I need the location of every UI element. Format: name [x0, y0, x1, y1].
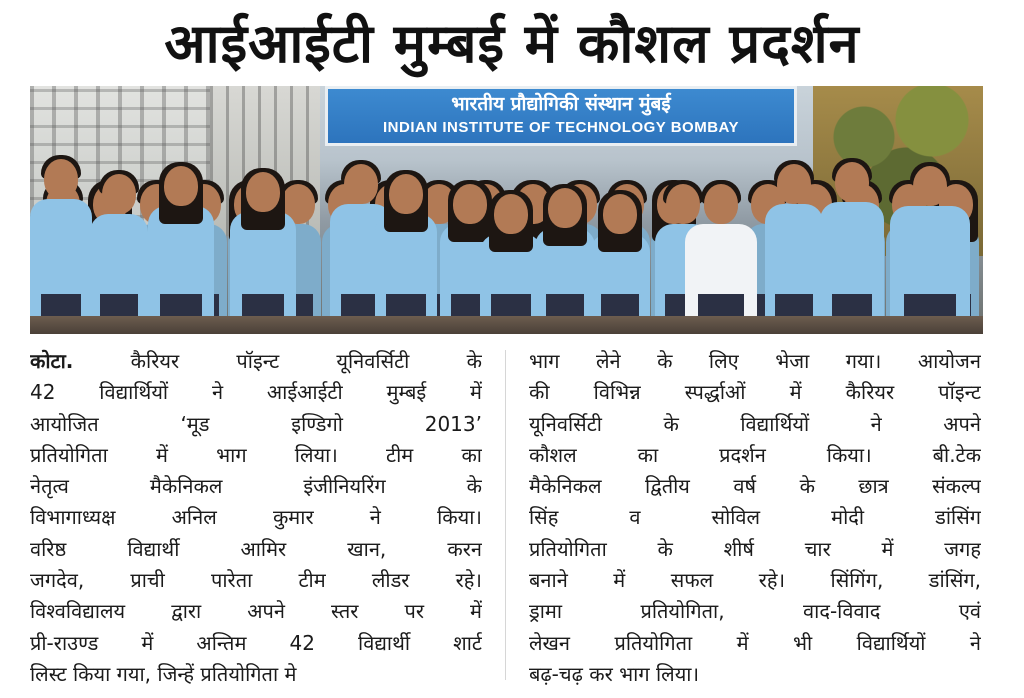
article-line-text: जगदेव, प्राची पारेता टीम लीडर रहे।	[30, 568, 482, 593]
article-line	[529, 596, 981, 627]
article-column-right	[529, 346, 981, 690]
article-line-text: विश्वविद्यालय द्वारा अपने स्तर पर में	[30, 599, 482, 624]
student-figure	[890, 166, 970, 334]
article-line-text: प्री-राउण्ड में अन्तिम 42 विद्यार्थी शार्ट	[30, 630, 482, 655]
student-group	[30, 134, 983, 334]
student-figure	[685, 184, 757, 334]
student-figure	[480, 194, 542, 334]
article-line	[30, 659, 482, 690]
article-line-text: मैकेनिकल द्वितीय वर्ष के छात्र संकल्प	[529, 474, 981, 499]
article-line	[30, 565, 482, 596]
sign-hindi-text: भारतीय प्रौद्योगिकी संस्थान मुंबई	[451, 93, 671, 115]
article-line	[529, 534, 981, 565]
article-line-text: वरिष्ठ विद्यार्थी आमिर खान, करन	[30, 536, 482, 561]
article-line-text: कैरियर पॉइन्ट यूनिवर्सिटी के	[73, 349, 482, 373]
article-line-text: आयोजित ‘मूड इण्डिगो 2013’	[30, 411, 482, 436]
article-line-text: नेतृत्व मैकेनिकल इंजीनियरिंग के	[30, 474, 482, 499]
article-column-left	[30, 346, 482, 690]
article-line-text: विभागाध्यक्ष अनिल कुमार ने किया।	[30, 505, 482, 530]
article-line	[529, 471, 981, 502]
article-line-text: बनाने में सफल रहे। सिंगिंग, डांसिंग,	[529, 568, 981, 593]
article-line	[30, 440, 482, 471]
article-line	[30, 346, 482, 377]
student-figure	[30, 159, 92, 334]
student-figure	[230, 172, 296, 334]
article-line-text: प्रतियोगिता में भाग लिया। टीम का	[30, 442, 482, 467]
article-line	[529, 377, 981, 408]
sign-english-text: INDIAN INSTITUTE OF TECHNOLOGY BOMBAY	[382, 119, 739, 136]
article-line	[30, 502, 482, 533]
dateline: कोटा.	[30, 349, 74, 373]
student-figure	[765, 164, 823, 334]
article-line-text: ड्रामा प्रतियोगिता, वाद-विवाद एवं	[529, 599, 981, 624]
article-line	[30, 471, 482, 502]
article-line	[529, 628, 981, 659]
headline: आईआईटी मुम्बई में कौशल प्रदर्शन	[164, 12, 860, 75]
student-figure	[90, 174, 148, 334]
article-line	[30, 534, 482, 565]
article-line-text: सिंह व सोविल मोदी डांसिंग	[529, 505, 981, 530]
article-line-text: लेखन प्रतियोगिता में भी विद्यार्थियों ने	[529, 630, 981, 655]
student-figure	[375, 174, 437, 334]
article-line	[529, 659, 981, 690]
column-divider	[505, 350, 506, 680]
article-line	[529, 565, 981, 596]
article-line-text: लिस्ट किया गया, जिन्हें प्रतियोगिता मे	[30, 661, 297, 686]
article-line-text: कौशल का प्रदर्शन किया। बी.टेक	[529, 442, 981, 467]
article-line	[529, 502, 981, 533]
student-figure	[535, 188, 595, 334]
article-line-text: बढ़-चढ़ कर भाग लिया।	[529, 661, 700, 686]
article-line	[30, 409, 482, 440]
article-line	[529, 346, 981, 377]
article-line-text: 42 विद्यार्थियों ने आईआईटी मुम्बई में	[30, 380, 482, 405]
article-line	[30, 596, 482, 627]
article-line-text: प्रतियोगिता के शीर्ष चार में जगह	[529, 536, 981, 561]
article-line-text: यूनिवर्सिटी के विद्यार्थियों ने अपने	[529, 411, 981, 436]
group-photo	[30, 86, 983, 334]
article-line	[30, 377, 482, 408]
student-figure	[148, 166, 214, 334]
article-line-text: भाग लेने के लिए भेजा गया। आयोजन	[529, 349, 981, 373]
article-line	[529, 409, 981, 440]
article-line	[529, 440, 981, 471]
article-line	[30, 628, 482, 659]
student-figure	[820, 162, 884, 334]
ground	[30, 316, 983, 334]
student-figure	[590, 194, 650, 334]
article-line-text: की विभिन्न स्पर्द्धाओं में कैरियर पॉइन्ट	[529, 380, 981, 405]
